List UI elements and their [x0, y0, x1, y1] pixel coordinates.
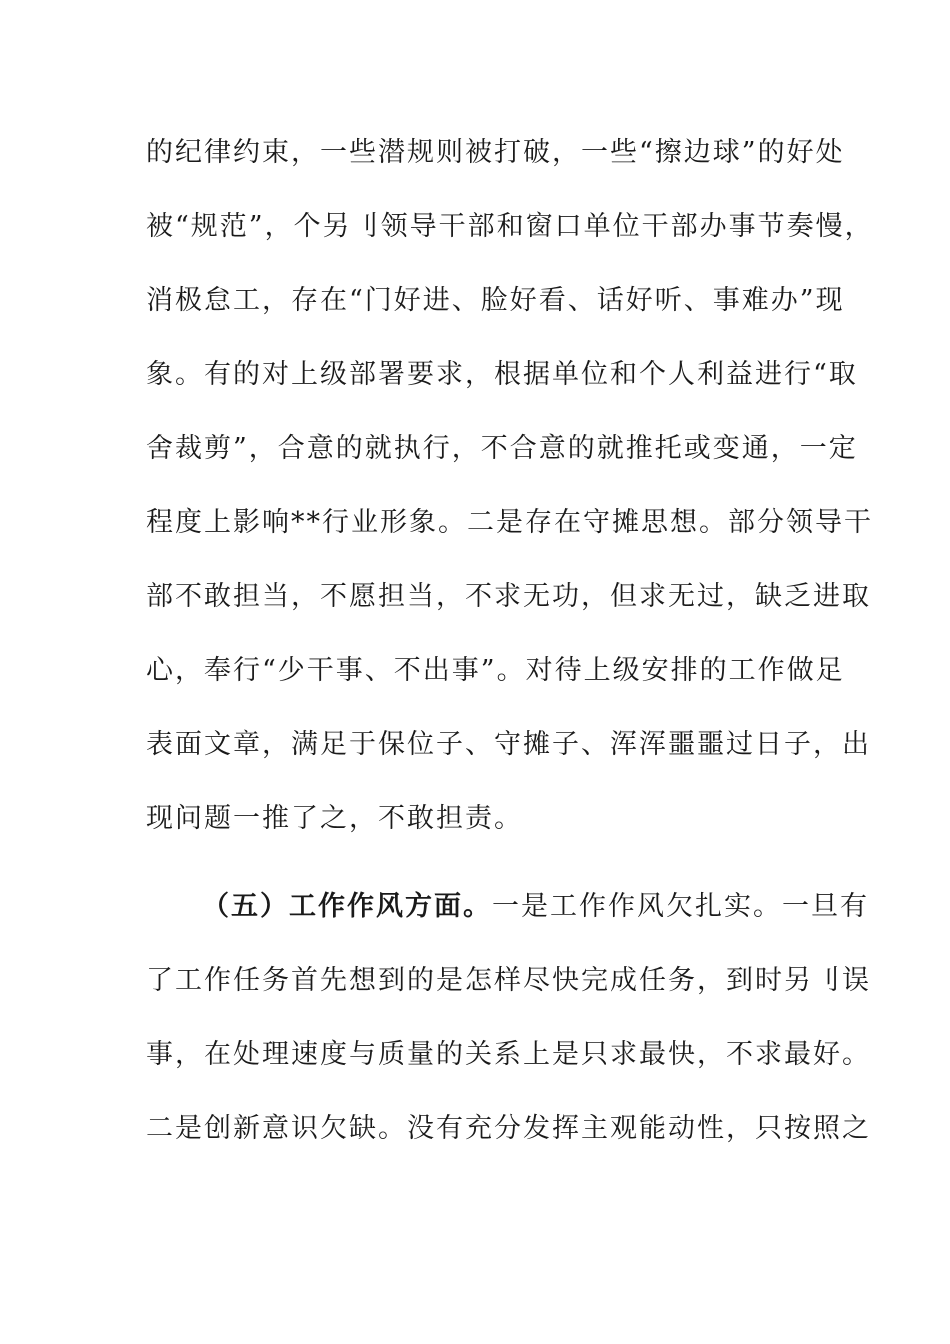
paragraph-line: 程度上影响**行业形象。二是存在守摊思想。部分领导干 — [146, 507, 873, 538]
paragraph-line: 象。有的对上级部署要求，根据单位和个人利益进行“取 — [146, 359, 858, 390]
paragraph-line: 的纪律约束，一些潜规则被打破，一些“擦边球”的好处 — [146, 137, 845, 168]
section-five-first-line — [202, 887, 869, 927]
paragraph-line: 消极怠工，存在“门好进、脸好看、话好听、事难办”现 — [146, 285, 845, 316]
paragraph-line: 表面文章，满足于保位子、守摊子、浑浑噩噩过日子，出 — [146, 729, 871, 760]
paragraph-line: 被“规范”，个另刂领导干部和窗口单位干部办事节奏慢， — [146, 211, 874, 242]
paragraph-line: 心，奉行“少干事、不出事”。对待上级安排的工作做足 — [146, 655, 845, 686]
paragraph-line: 二是创新意识欠缺。没有充分发挥主观能动性，只按照之 — [146, 1113, 871, 1144]
paragraph-line: 了工作任务首先想到的是怎样尽快完成任务，到时另刂误 — [146, 965, 871, 996]
section-five-heading: （五）工作作风方面。 — [202, 891, 492, 922]
paragraph-line: 现问题一推了之，不敢担责。 — [146, 803, 523, 834]
section-five-first-line-text: 一是工作作风欠扎实。一旦有 — [492, 891, 869, 922]
paragraph-line: 事，在处理速度与质量的关系上是只求最快，不求最好。 — [146, 1039, 871, 1070]
paragraph-line: 部不敢担当，不愿担当，不求无功，但求无过，缺乏进取 — [146, 581, 871, 612]
paragraph-line: 舍裁剪”，合意的就执行，不合意的就推托或变通，一定 — [146, 433, 858, 464]
